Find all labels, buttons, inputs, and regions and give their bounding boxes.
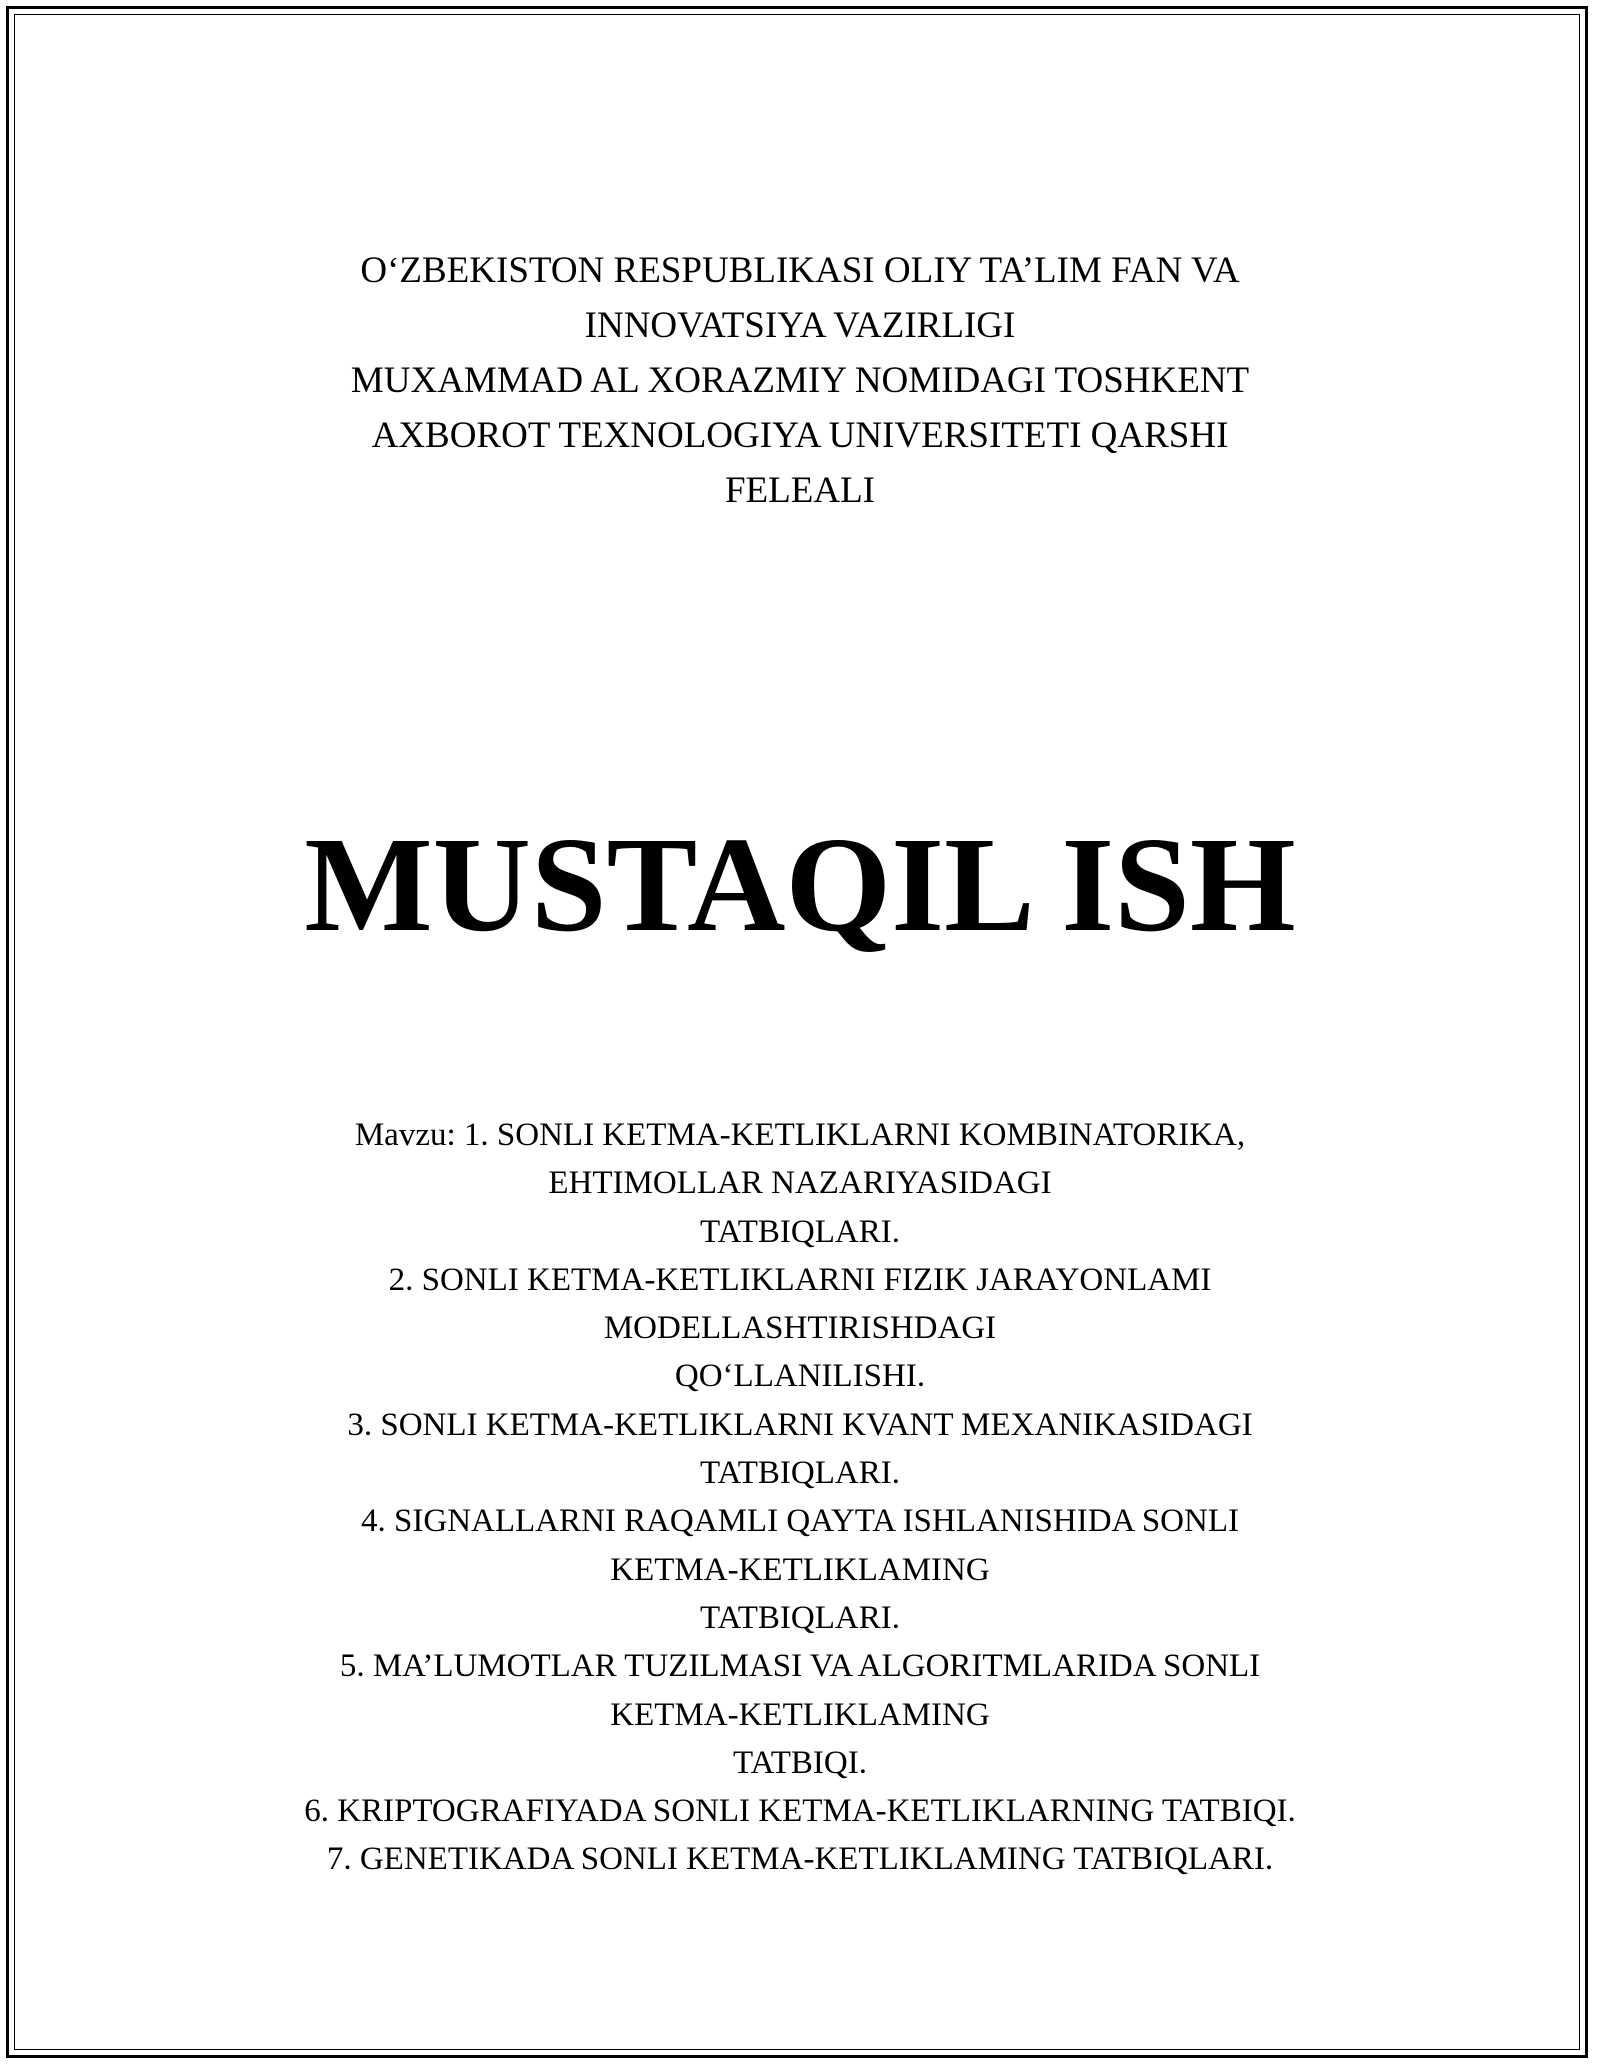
topic-line: TATBIQLARI.: [700, 1213, 900, 1250]
topic-line: TATBIQLARI.: [700, 1599, 900, 1636]
header-line: INNOVATSIYA VAZIRLIGI: [584, 305, 1016, 346]
topic-line: EHTIMOLLAR NAZARIYASIDAGI: [548, 1165, 1052, 1202]
topic-line: 7. GENETIKADA SONLI KETMA-KETLIKLAMING TATBIQLARI.: [326, 1841, 1274, 1878]
topic-line: TATBIQI.: [733, 1744, 867, 1781]
topic-line: TATBIQLARI.: [700, 1455, 900, 1492]
topic-line: 6. KRIPTOGRAFIYADA SONLI KETMA-KETLIKLARNING TATBIQI.: [304, 1793, 1296, 1830]
header-line: AXBOROT TEXNOLOGIYA UNIVERSITETI QARSHI: [371, 415, 1229, 456]
topics-list: [0, 1111, 1600, 1884]
topic-line: KETMA-KETLIKLAMING: [610, 1551, 990, 1588]
topic-line: QO‘LLANILISHI.: [674, 1358, 926, 1395]
header-line: MUXAMMAD AL XORAZMIY NOMIDAGI TOSHKENT: [350, 360, 1250, 401]
topic-line: 3. SONLI KETMA-KETLIKLARNI KVANT MEXANIKASIDAGI: [347, 1406, 1253, 1443]
topic-line: MODELLASHTIRISHDAGI: [603, 1310, 997, 1347]
header-line: FELEALI: [724, 470, 876, 511]
header-line: O‘ZBEKISTON RESPUBLIKASI OLIY TA’LIM FAN VA: [360, 250, 1240, 291]
document-title: MUSTAQIL ISH: [304, 810, 1296, 960]
topic-line: KETMA-KETLIKLAMING: [610, 1696, 990, 1733]
topic-line: Mavzu: 1. SONLI KETMA-KETLIKLARNI KOMBINATORIKA,: [354, 1117, 1246, 1153]
topic-line: 2. SONLI KETMA-KETLIKLARNI FIZIK JARAYONLAMI: [388, 1261, 1212, 1298]
institution-header: [0, 243, 1600, 518]
topic-line: 5. MA’LUMOTLAR TUZILMASI VA ALGORITMLARIDA SONLI: [339, 1648, 1261, 1685]
topic-line: 4. SIGNALLARNI RAQAMLI QAYTA ISHLANISHIDA SONLI: [361, 1503, 1239, 1540]
